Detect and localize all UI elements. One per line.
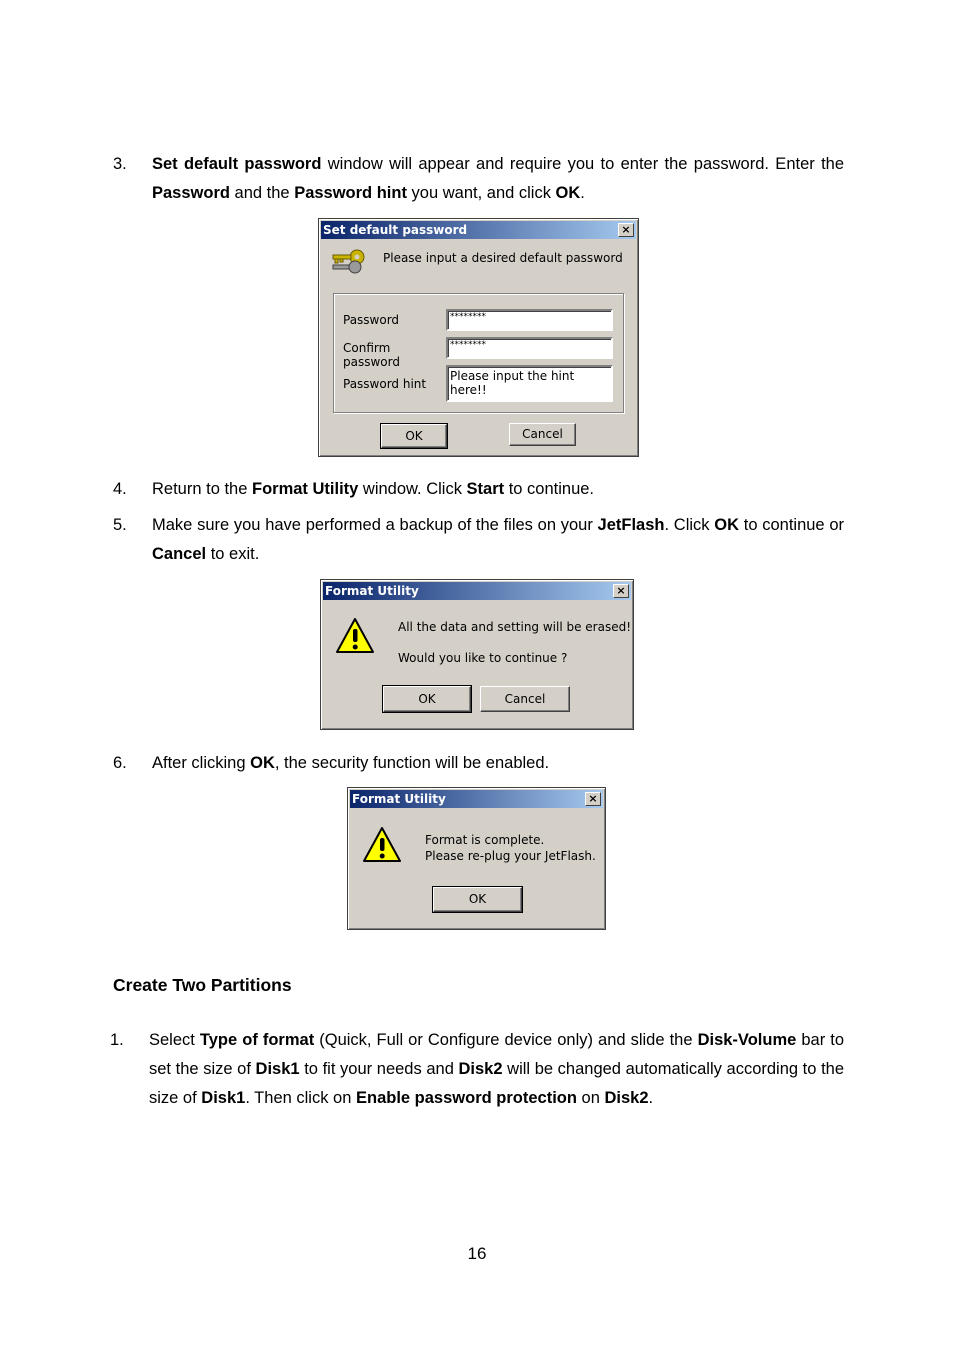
cancel-button[interactable]: Cancel [480, 686, 570, 712]
format-utility-erase-dialog [320, 579, 634, 730]
ok-button[interactable]: OK [381, 424, 447, 448]
step-number: 6. [113, 754, 127, 772]
confirm-password-input[interactable]: ******** [446, 337, 613, 359]
key-icon [329, 247, 369, 277]
password-label: Password [343, 313, 400, 327]
confirm-label [343, 341, 400, 369]
step-text: Return to the Format Utility window. Click Start to continue. [152, 480, 595, 498]
ok-button[interactable]: OK [383, 686, 471, 712]
step-number: 5. [113, 516, 127, 534]
ok-button[interactable]: OK [433, 887, 522, 912]
warning-icon [362, 825, 402, 865]
step-text: After clicking OK, the security function will be enabled. [152, 754, 550, 772]
step-text: Select Type of format (Quick, Full or Configure device only) and slide the Disk-Volume bar to set the size of Disk1 to fit your needs and Disk2 will be changed automatically according to the size of Disk1. Then click on Enable password protection on Disk2. [149, 1031, 845, 1107]
dialog-title-bar [321, 221, 636, 239]
step-text: Set default password window will appear and require you to enter the password. Enter the Password and the Password hint you want, and click OK. [152, 155, 845, 202]
dialog-message: Please input a desired default password [383, 251, 623, 265]
erase-warning-line1: All the data and setting will be erased! [398, 620, 632, 634]
close-button[interactable]: × [613, 584, 629, 598]
step-number: 4. [113, 480, 127, 498]
set-default-password-dialog [318, 218, 639, 457]
step-number: 1. [110, 1031, 124, 1049]
step-text: Make sure you have performed a backup of the files on your JetFlash. Click OK to continue or Cancel to exit. [152, 516, 845, 563]
dialog-title: Format Utility [352, 792, 446, 806]
erase-warning-line2: Would you like to continue ? [398, 651, 568, 665]
step-number: 3. [113, 155, 127, 173]
password-hint-label: Password hint [343, 377, 427, 391]
complete-message-line1: Format is complete. [425, 833, 545, 847]
cancel-button[interactable]: Cancel [509, 423, 576, 446]
dialog-title-bar [323, 582, 631, 600]
password-hint-input[interactable]: Please input the hint here!! [446, 365, 613, 402]
page-number: 16 [467, 1244, 487, 1263]
dialog-title-bar [350, 790, 603, 808]
section-heading: Create Two Partitions [113, 975, 292, 995]
dialog-title: Set default password [323, 223, 468, 237]
close-button[interactable]: × [618, 223, 634, 237]
confirm-label-line1: Confirm [343, 341, 391, 355]
confirm-label-line2: password [343, 355, 400, 369]
format-utility-complete-dialog [347, 787, 606, 930]
close-button[interactable]: × [585, 792, 601, 806]
dialog-title: Format Utility [325, 584, 419, 598]
complete-message-line2: Please re-plug your JetFlash. [425, 849, 596, 863]
warning-icon [335, 616, 375, 656]
password-input[interactable]: ******** [446, 309, 613, 331]
